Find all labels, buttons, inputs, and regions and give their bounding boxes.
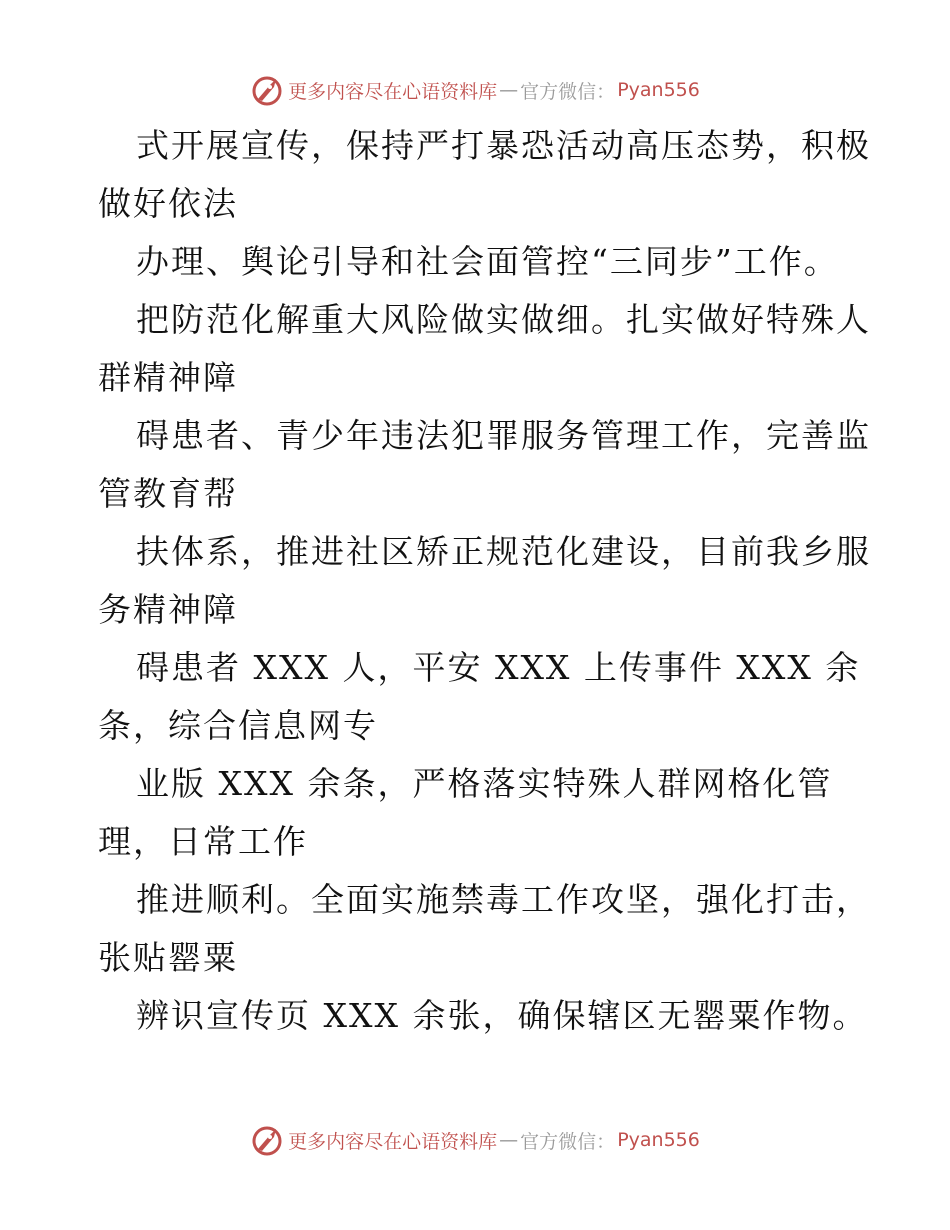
body-line: 推进顺利。全面实施禁毒工作攻坚，强化打击， (136, 880, 871, 919)
footer-watermark (0, 1120, 950, 1160)
body-line: 做好依法 (98, 184, 238, 223)
body-line: 管教育帮 (98, 474, 238, 513)
footer-wechat-account: Pyan556 (617, 1129, 700, 1151)
body-line: 务精神障 (98, 590, 238, 629)
header-brand-text: 更多内容尽在心语资料库 (288, 80, 498, 103)
body-line: 把防范化解重大风险做实做细。扎实做好特殊人 (136, 300, 871, 339)
body-line: 式开展宣传，保持严打暴恐活动高压态势，积极 (136, 126, 871, 165)
header-wechat-label: 官方微信： (520, 80, 616, 103)
body-line: 碍患者、青少年违法犯罪服务管理工作，完善监 (136, 416, 871, 455)
body-line: 办理、舆论引导和社会面管控“三同步”工作。 (136, 242, 839, 281)
footer-brand-text: 更多内容尽在心语资料库 (288, 1130, 498, 1153)
body-line: 辨识宣传页 XXX 余张，确保辖区无罂粟作物。 (136, 996, 868, 1035)
pen-nib-logo-icon (250, 73, 284, 107)
body-line: 群精神障 (98, 358, 238, 397)
body-line: 扶体系，推进社区矫正规范化建设，目前我乡服 (136, 532, 871, 571)
footer-separator: — (499, 1129, 519, 1151)
body-line: 理，日常工作 (98, 822, 308, 861)
header-wechat-account: Pyan556 (617, 79, 700, 101)
document-body (98, 117, 878, 1045)
pen-nib-logo-icon (250, 1123, 284, 1157)
body-line: 张贴罂粟 (98, 938, 238, 977)
body-line: 业版 XXX 余条，严格落实特殊人群网格化管 (136, 764, 833, 803)
body-line: 条，综合信息网专 (98, 706, 378, 745)
header-separator: — (499, 79, 519, 101)
header-watermark (0, 70, 950, 110)
footer-wechat-label: 官方微信： (520, 1130, 616, 1153)
body-line: 碍患者 XXX 人，平安 XXX 上传事件 XXX 余 (136, 648, 861, 687)
